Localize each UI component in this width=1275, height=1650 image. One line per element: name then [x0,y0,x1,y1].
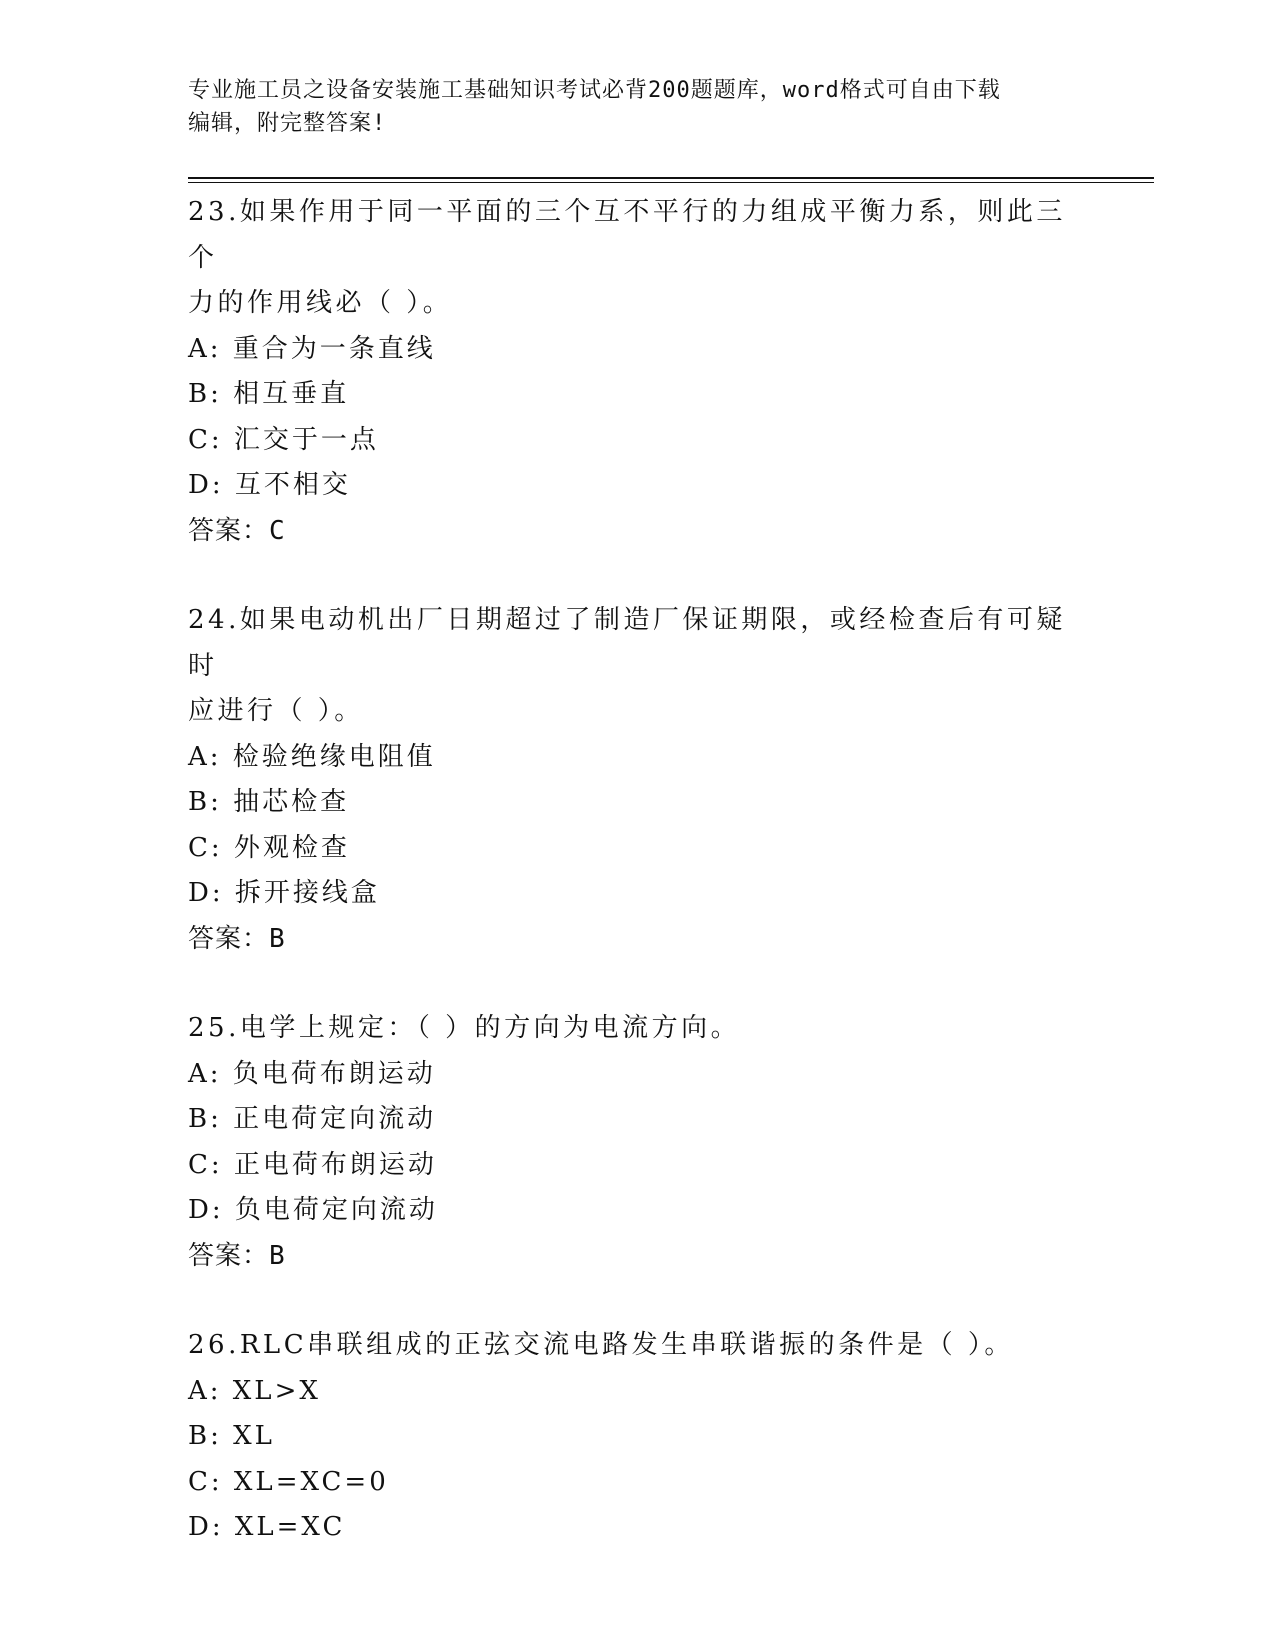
answer-line: 答案：C [188,515,286,546]
option-d: D: XL=XC [188,1512,346,1542]
option-c: C: 外观检查 [188,832,350,863]
document-header [188,74,1088,140]
question-stem-line: 25.电学上规定：（ ）的方向为电流方向。 [188,1013,741,1043]
question-stem-line: 力的作用线必（ ）。 [188,288,453,318]
option-c: C: 正电荷布朗运动 [188,1149,437,1180]
header-rule-thick [188,177,1154,179]
question-stem-line: 应进行（ ）。 [188,696,364,726]
option-b: B: 正电荷定向流动 [188,1104,437,1134]
option-a: A: 负电荷布朗运动 [188,1058,436,1089]
question-23 [188,190,1088,554]
option-b: B: 抽芯检查 [188,787,350,817]
option-b: B: 相互垂直 [188,379,350,409]
answer-line: 答案：B [188,923,286,954]
option-c: C: 汇交于一点 [188,424,379,455]
option-a: A: 检验绝缘电阻值 [188,741,436,772]
question-stem-line: 24.如果电动机出厂日期超过了制造厂保证期限，或经检查后有可疑时 [188,605,1066,681]
question-26 [188,1323,1088,1551]
question-stem-line: 26.RLC串联组成的正弦交流电路发生串联谐振的条件是（ ）。 [188,1330,1014,1360]
option-d: D: 拆开接线盒 [188,878,380,908]
question-24 [188,598,1088,962]
header-rule-thin [188,182,1154,183]
question-stem-line: 23.如果作用于同一平面的三个互不平行的力组成平衡力系，则此三个 [188,197,1066,273]
question-list [188,190,1088,1551]
option-a: A: 重合为一条直线 [188,333,436,364]
header-line-2: 编辑，附完整答案! [188,111,387,136]
option-b: B: XL [188,1421,275,1451]
option-d: D: 互不相交 [188,470,351,500]
option-c: C: XL=XC=0 [188,1466,389,1497]
answer-line: 答案：B [188,1240,286,1271]
question-25 [188,1006,1088,1279]
header-line-1: 专业施工员之设备安装施工基础知识考试必背200题题库，word格式可自由下载 [188,78,1001,103]
option-d: D: 负电荷定向流动 [188,1195,438,1225]
option-a: A: XL>X [188,1375,321,1406]
